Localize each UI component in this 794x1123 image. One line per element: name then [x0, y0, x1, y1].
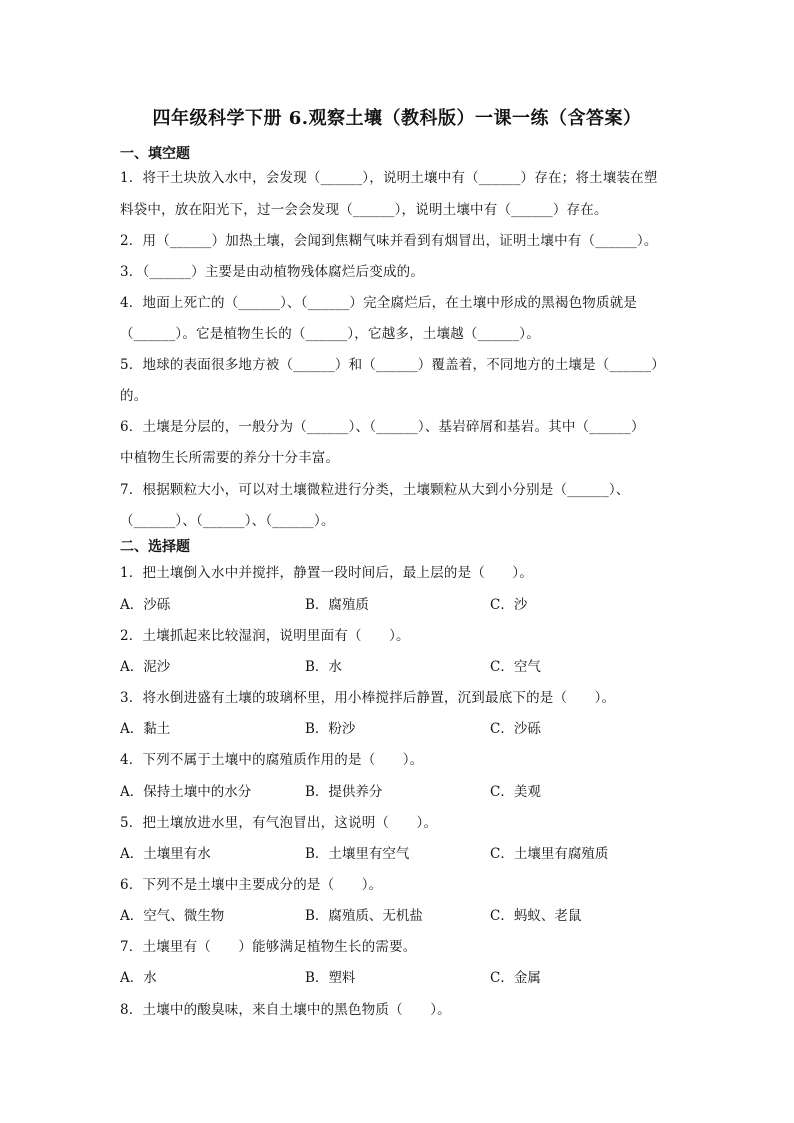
option-b: B．腐殖质 — [305, 597, 369, 613]
option-a: A．水 — [120, 970, 157, 986]
question-stem: 7．土壤里有（ ）能够满足植物生长的需要。 — [120, 939, 417, 955]
option-c: C．沙砾 — [490, 721, 541, 737]
option-a: A．沙砾 — [120, 597, 171, 613]
option-c: C．蚂蚁、老鼠 — [490, 908, 582, 924]
question-stem: 1．把土壤倒入水中并搅拌，静置一段时间后，最上层的是（ ）。 — [120, 565, 534, 581]
option-c: C．沙 — [490, 597, 528, 613]
fill-blank-line: 4．地面上死亡的（______）、（______）完全腐烂后，在土壤中形成的黑褐色物质就是 — [120, 295, 638, 311]
fill-blank-line: 1．将干土块放入水中，会发现（______），说明土壤中有（______）存在；将土壤装在塑 — [120, 170, 658, 186]
question-stem: 6．下列不是土壤中主要成分的是（ ）。 — [120, 877, 383, 893]
option-a: A．土壤里有水 — [120, 846, 211, 862]
option-b: B．土壤里有空气 — [305, 846, 410, 862]
question-stem: 8．土壤中的酸臭味，来自土壤中的黑色物质（ ）。 — [120, 1002, 451, 1018]
question-options — [120, 842, 680, 862]
question-stem: 3．将水倒进盛有土壤的玻璃杯里，用小棒搅拌后静置，沉到最底下的是（ ）。 — [120, 690, 616, 706]
option-b: B．水 — [305, 659, 342, 675]
fill-blank-line: 中植物生长所需要的养分十分丰富。 — [120, 450, 340, 466]
option-c: C．金属 — [490, 970, 541, 986]
fill-blank-line: 6．土壤是分层的，一般分为（______）、（______）、基岩碎屑和基岩。其中（______） — [120, 419, 645, 435]
option-a: A．黏土 — [120, 721, 171, 737]
fill-blank-line: 5．地球的表面很多地方被（______）和（______）覆盖着，不同地方的土壤是（______） — [120, 357, 665, 373]
option-b: B．提供养分 — [305, 784, 383, 800]
section-heading-fill-blank: 一、填空题 — [120, 146, 190, 162]
question-options — [120, 780, 680, 800]
option-a: A．保持土壤中的水分 — [120, 784, 252, 800]
fill-blank-line: 料袋中，放在阳光下，过一会会发现（______），说明土壤中有（______）存在。 — [120, 202, 608, 218]
section-heading-multiple-choice: 二、选择题 — [120, 539, 190, 555]
question-stem: 4．下列不属于土壤中的腐殖质作用的是（ ）。 — [120, 752, 424, 768]
fill-blank-line: 3．（______）主要是由动植物残体腐烂后变成的。 — [120, 264, 425, 280]
option-c: C．空气 — [490, 659, 541, 675]
option-b: B．粉沙 — [305, 721, 356, 737]
option-b: B．腐殖质、无机盐 — [305, 908, 423, 924]
question-stem: 5．把土壤放进水里，有气泡冒出，这说明（ ）。 — [120, 815, 438, 831]
option-a: A．空气、微生物 — [120, 908, 225, 924]
question-options — [120, 655, 680, 675]
option-a: A．泥沙 — [120, 659, 171, 675]
question-options — [120, 717, 680, 737]
page-title: 四年级科学下册 6.观察土壤（教科版）一课一练（含答案） — [152, 108, 642, 129]
question-options — [120, 904, 680, 924]
fill-blank-line: 的。 — [120, 388, 148, 404]
option-c: C．美观 — [490, 784, 541, 800]
question-stem: 2．土壤抓起来比较湿润，说明里面有（ ）。 — [120, 628, 410, 644]
option-b: B．塑料 — [305, 970, 356, 986]
question-options — [120, 593, 680, 613]
fill-blank-line: 7．根据颗粒大小，可以对土壤微粒进行分类，土壤颗粒从大到小分别是（______）、 — [120, 482, 630, 498]
fill-blank-line: （______）。它是植物生长的（______），它越多，土壤越（______）。 — [120, 326, 540, 342]
question-options — [120, 966, 680, 986]
option-c: C．土壤里有腐殖质 — [490, 846, 609, 862]
fill-blank-line: （______）、（______）、（______）。 — [120, 513, 335, 529]
fill-blank-line: 2．用（______）加热土壤，会闻到焦糊气味并看到有烟冒出，证明土壤中有（______）。 — [120, 233, 658, 249]
